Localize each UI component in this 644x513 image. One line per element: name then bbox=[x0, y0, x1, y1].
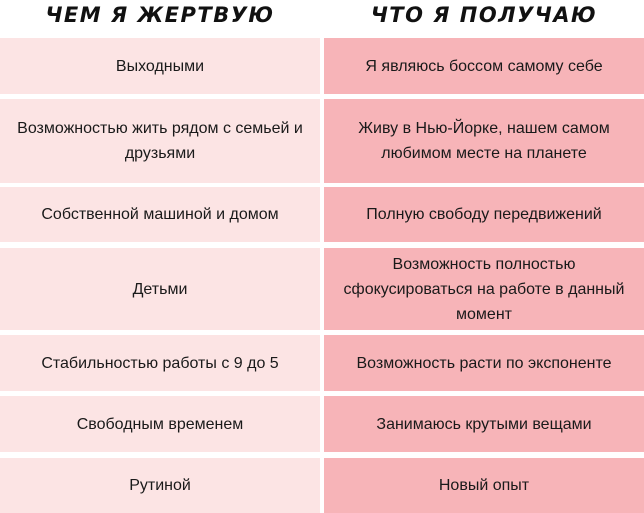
header-sacrifice: ЧЕМ Я ЖЕРТВУЮ bbox=[45, 3, 275, 27]
sacrifice-cell: Выходными bbox=[0, 38, 320, 94]
header-gain: ЧТО Я ПОЛУЧАЮ bbox=[370, 3, 598, 27]
gain-cell: Полную свободу передвижений bbox=[324, 187, 644, 242]
table-row bbox=[0, 458, 644, 513]
gain-cell: Занимаюсь крутыми вещами bbox=[324, 396, 644, 452]
gain-cell: Возможность расти по экспоненте bbox=[324, 335, 644, 391]
gain-cell: Новый опыт bbox=[324, 458, 644, 513]
sacrifice-cell: Стабильностью работы с 9 до 5 bbox=[0, 335, 320, 391]
table-row bbox=[0, 99, 644, 183]
gain-cell: Я являюсь боссом самому себе bbox=[324, 38, 644, 94]
sacrifice-cell: Свободным временем bbox=[0, 396, 320, 452]
table-row bbox=[0, 335, 644, 391]
sacrifice-cell: Собственной машиной и домом bbox=[0, 187, 320, 242]
table-row bbox=[0, 396, 644, 452]
gain-cell: Возможность полностью сфокусироваться на работе в данный момент bbox=[324, 248, 644, 330]
table-row bbox=[0, 38, 644, 94]
table-row bbox=[0, 187, 644, 242]
sacrifice-cell: Рутиной bbox=[0, 458, 320, 513]
sacrifice-cell: Возможностью жить рядом с семьей и друзьями bbox=[0, 99, 320, 183]
gain-cell: Живу в Нью-Йорке, нашем самом любимом месте на планете bbox=[324, 99, 644, 183]
sacrifice-cell: Детьми bbox=[0, 248, 320, 330]
table-row bbox=[0, 248, 644, 330]
table-header bbox=[0, 0, 644, 38]
